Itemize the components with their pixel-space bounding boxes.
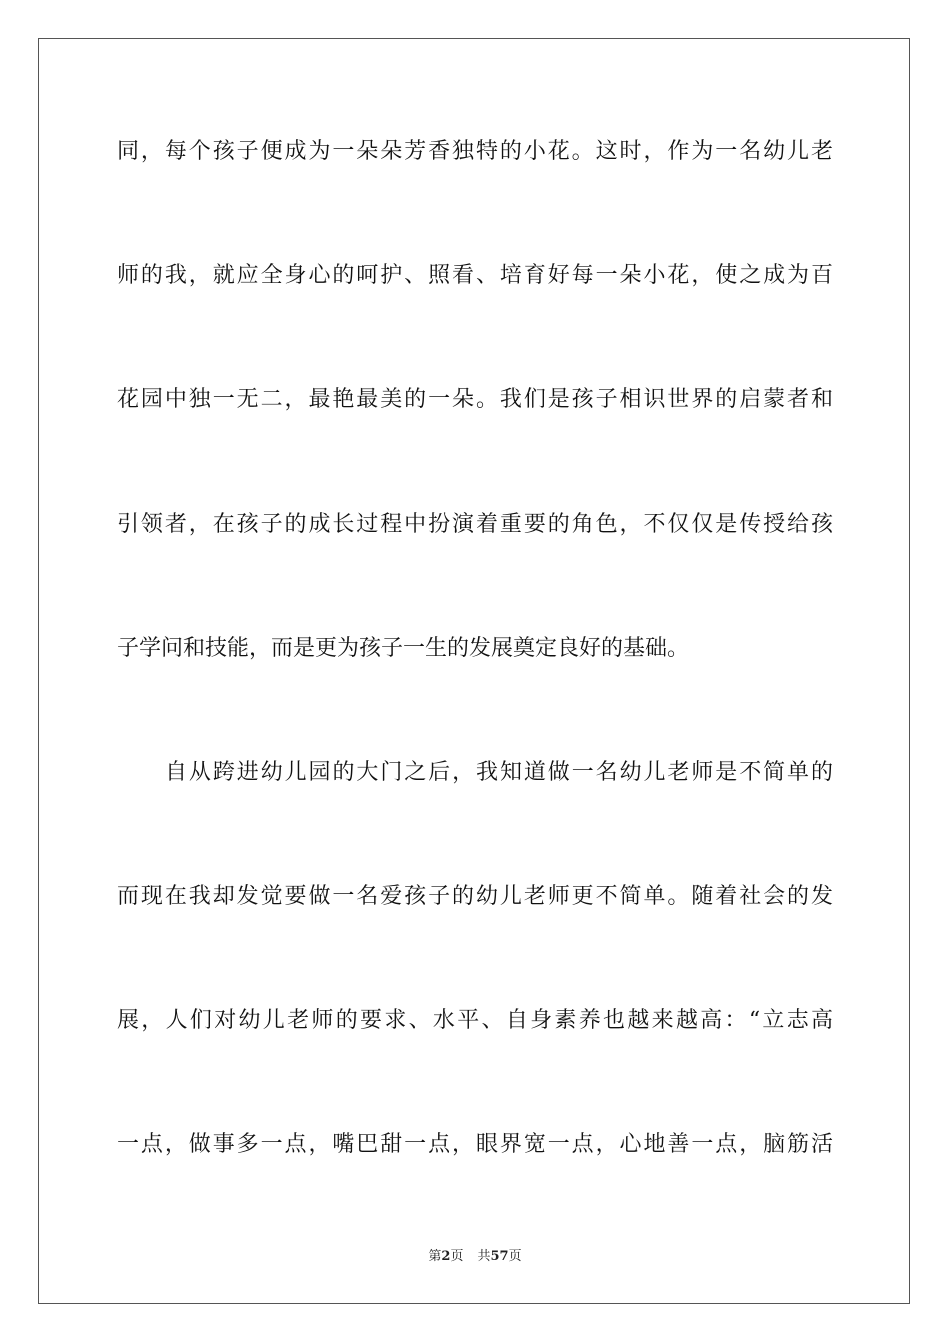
text-line-8: 展，人们对幼儿老师的要求、水平、自身素养也越来越高：“立志高 [117, 1008, 833, 1033]
page-prefix: 第 [428, 1249, 442, 1264]
page-suffix: 页 [450, 1249, 464, 1264]
text-line-9: 一点，做事多一点，嘴巴甜一点，眼界宽一点，心地善一点，脑筋活 [117, 1132, 833, 1157]
total-suffix: 页 [508, 1249, 522, 1264]
page-border [38, 38, 910, 1304]
page-number: 2 [441, 1249, 451, 1264]
total-pages: 57 [490, 1249, 509, 1264]
text-line-1: 同，每个孩子便成为一朵朵芳香独特的小花。这时，作为一名幼儿老 [117, 139, 833, 164]
text-line-3: 花园中独一无二，最艳最美的一朵。我们是孩子相识世界的启蒙者和 [117, 387, 833, 412]
text-line-4: 引领者，在孩子的成长过程中扮演着重要的角色，不仅仅是传授给孩 [117, 512, 833, 537]
text-line-2: 师的我，就应全身心的呵护、照看、培育好每一朵小花，使之成为百 [117, 263, 833, 288]
text-line-5: 子学问和技能，而是更为孩子一生的发展奠定良好的基础。 [117, 636, 690, 661]
page-footer [0, 1248, 950, 1266]
total-prefix: 共 [477, 1249, 491, 1264]
text-line-6: 自从跨进幼儿园的大门之后，我知道做一名幼儿老师是不简单的 [165, 760, 833, 785]
text-line-7: 而现在我却发觉要做一名爱孩子的幼儿老师更不简单。随着社会的发 [117, 884, 833, 909]
